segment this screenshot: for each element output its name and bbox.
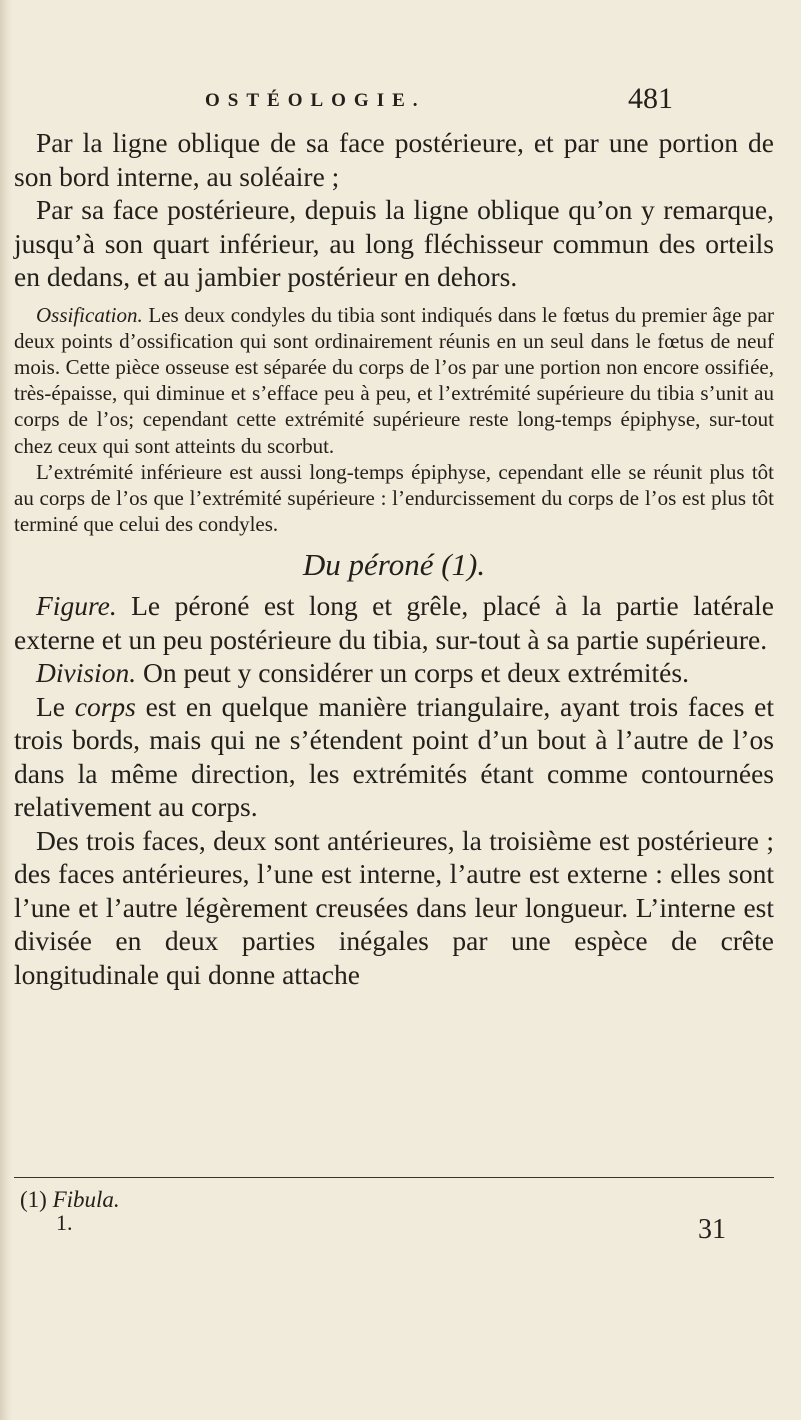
ossification-heading: Ossification. [36,302,143,327]
paragraph-ossification [14,302,774,459]
division-heading: Division. [36,657,137,689]
running-head-title: OSTÉOLOGIE. [205,90,426,111]
page-gutter-shadow [0,0,12,1420]
running-head [0,82,801,120]
sheet-mark: 31 [698,1214,726,1245]
paragraph-division [14,656,774,690]
paragraph-figure [14,589,774,656]
paragraph-face-posterieure: Par sa face postérieure, depuis la ligne oblique qu’on y remarque, jusqu’à son quart inférieur, au long fléchisseur commun des orteils en dedans, et au jambier postérieur en dehors. [14,194,774,292]
section-title: Du péroné (1). [302,547,486,583]
corps-italic: corps [74,690,136,722]
footnote-rule [14,1177,774,1178]
body-text [14,126,774,991]
page-number: 481 [628,82,673,115]
footnote-text: Fibula. [52,1187,120,1212]
paragraph-faces: Des trois faces, deux sont antérieures, la troisième est postérieure ; des faces antérieures, l’une est interne, l’autre est externe : elles sont l’une et l’autre légèrement creusées dans leur longueur. L’interne est divisée en deux parties inégales par une espèce de crête longitudinale qui donne attache [14,824,774,990]
figure-heading: Figure. [36,590,117,622]
division-text: On peut y considérer un corps et deux extrémités. [136,657,689,689]
footnote-marker: (1) [20,1187,47,1212]
signature-mark: 1. [56,1210,73,1235]
corps-pre: Le [36,690,75,722]
paragraph-extremite-inferieure: L’extrémité inférieure est aussi long-temps épiphyse, cependant elle se réunit plus tôt au corps de l’os que l’extrémité supérieure : l’endurcissement du corps de l’os est plus tôt terminé que celui des condyles. [14,459,774,537]
paragraph-corps [14,690,774,824]
figure-text: Le péroné est long et grêle, placé à la partie latérale externe et un peu postérieure du tibia, sur-tout à sa partie supérieure. [14,590,774,655]
ossification-text: Les deux condyles du tibia sont indiqués dans le fœtus du premier âge par deux points d’ossification qui sont ordinairement réunis en un seul dans le fœtus de neuf mois. Cette pièce osseuse est séparée du corps de l’os par une portion non encore ossifiée, très-épaisse, qui diminue et s’efface peu à peu, et l’extrémité supérieure du tibia s’unit au corps de l’os; cependant cette extrémité supérieure reste long-temps épiphyse, sur-tout chez ceux qui sont atteints du scorbut. [14,302,774,458]
corps-post: est en quelque manière triangulaire, ayant trois faces et trois bords, mais qui ne s’étendent point d’un bout à l’autre de l’os dans la même direction, les extrémités étant comme contournées relativement au corps. [14,690,774,823]
paragraph-soleaire: Par la ligne oblique de sa face postérieure, et par une portion de son bord interne, au soléaire ; [14,127,774,192]
